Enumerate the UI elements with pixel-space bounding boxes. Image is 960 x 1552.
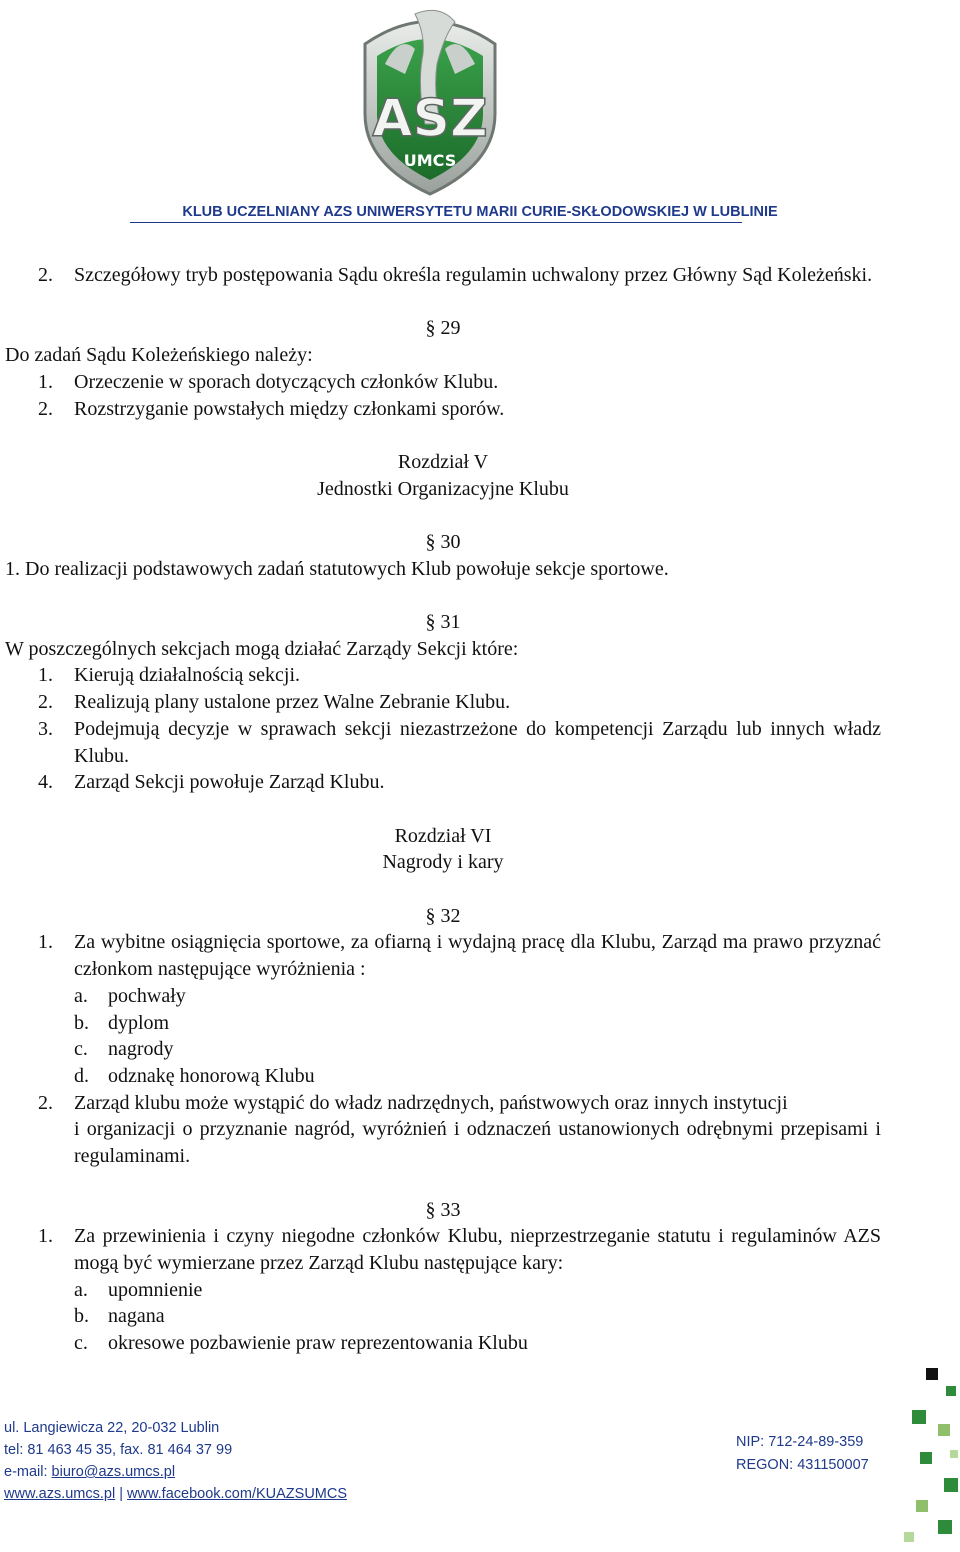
email-link[interactable]: biuro@azs.umcs.pl (51, 1464, 176, 1480)
section-32-heading: § 32 (425, 904, 461, 927)
sub-list-item: d. odznakę honorową Klubu (74, 1065, 315, 1087)
svg-text:UMCS: UMCS (403, 151, 457, 170)
footer-links: www.azs.umcs.pl | www.facebook.com/KUAZSUMCS (4, 1486, 348, 1502)
svg-text:ASZ: ASZ (372, 89, 488, 149)
decorative-squares (900, 1360, 960, 1547)
list-item: 1. Orzeczenie w sporach dotyczących członków Klubu. (38, 370, 499, 393)
footer-regon: REGON: 431150007 (736, 1457, 869, 1473)
list-item: 1. Za wybitne osiągnięcia sportowe, za ofiarną i wydajną pracę dla Klubu, Zarząd ma prawo przyznać członkom następujące wyróżnienia : (38, 931, 881, 981)
list-item-continuation: i organizacji o przyznanie nagród, wyróżnień i odznaczeń ustanowionych odrębnymi przepisami i regulaminami. (74, 1118, 881, 1168)
footer-nip: NIP: 712-24-89-359 (736, 1434, 864, 1450)
facebook-link[interactable]: www.facebook.com/KUAZSUMCS (127, 1486, 348, 1502)
chapter-subtitle: Nagrody i kary (382, 851, 504, 874)
document-body (0, 262, 960, 1357)
section-30-heading: § 30 (425, 530, 461, 553)
section-33-heading: § 33 (425, 1198, 461, 1221)
sub-list-item: b. nagana (74, 1305, 165, 1328)
paragraph: 1. Do realizacji podstawowych zadań statutowych Klub powołuje sekcje sportowe. (5, 557, 669, 580)
list-item: 2. Szczegółowy tryb postępowania Sądu określa regulamin uchwalony przez Główny Sąd Koleżeński. (38, 264, 873, 286)
list-item: 2. Zarząd klubu może wystąpić do władz nadrzędnych, państwowych oraz innych instytucji (38, 1091, 788, 1114)
chapter-subtitle: Jednostki Organizacyjne Klubu (317, 477, 569, 500)
website-link[interactable]: www.azs.umcs.pl (4, 1486, 116, 1502)
chapter-title: Rozdział VI (394, 824, 492, 847)
footer-email: e-mail: biuro@azs.umcs.pl (4, 1464, 176, 1480)
list-item: 2. Rozstrzyganie powstałych między członkami sporów. (38, 397, 505, 420)
list-item: 4. Zarząd Sekcji powołuje Zarząd Klubu. (38, 771, 385, 794)
list-item: 2. Realizują plany ustalone przez Walne Zebranie Klubu. (38, 691, 511, 714)
paragraph: Do zadań Sądu Koleżeńskiego należy: (5, 344, 313, 367)
section-31-heading: § 31 (425, 611, 461, 634)
header-divider (130, 222, 742, 223)
list-item: 1. Za przewinienia i czyny niegodne członków Klubu, nieprzestrzeganie statutu i regulaminów AZS mogą być wymierzane przez Zarząd Klubu następujące kary: (38, 1225, 881, 1274)
paragraph: W poszczególnych sekcjach mogą działać Zarządy Sekcji które: (5, 637, 519, 660)
list-item: 3. Podejmują decyzje w sprawach sekcji niezastrzeżone do kompetencji Zarządu lub innych władz Klubu. (38, 717, 881, 767)
azs-logo (345, 4, 515, 198)
section-29-heading: § 29 (425, 317, 461, 340)
chapter-title: Rozdział V (397, 450, 489, 473)
sub-list-item: b. dyplom (74, 1011, 170, 1034)
footer-phone: tel: 81 463 45 35, fax. 81 464 37 99 (4, 1442, 233, 1458)
list-item: 1. Kierują działalnością sekcji. (38, 664, 301, 687)
sub-list-item: a. pochwały (74, 984, 186, 1007)
sub-list-item: c. nagrody (74, 1038, 174, 1061)
header-title: KLUB UCZELNIANY AZS UNIWERSYTETU MARII CURIE-SKŁODOWSKIEJ W LUBLINIE (182, 204, 778, 220)
sub-list-item: c. okresowe pozbawienie praw reprezentowania Klubu (74, 1332, 528, 1355)
footer-address: ul. Langiewicza 22, 20-032 Lublin (4, 1420, 220, 1436)
sub-list-item: a. upomnienie (74, 1278, 203, 1301)
